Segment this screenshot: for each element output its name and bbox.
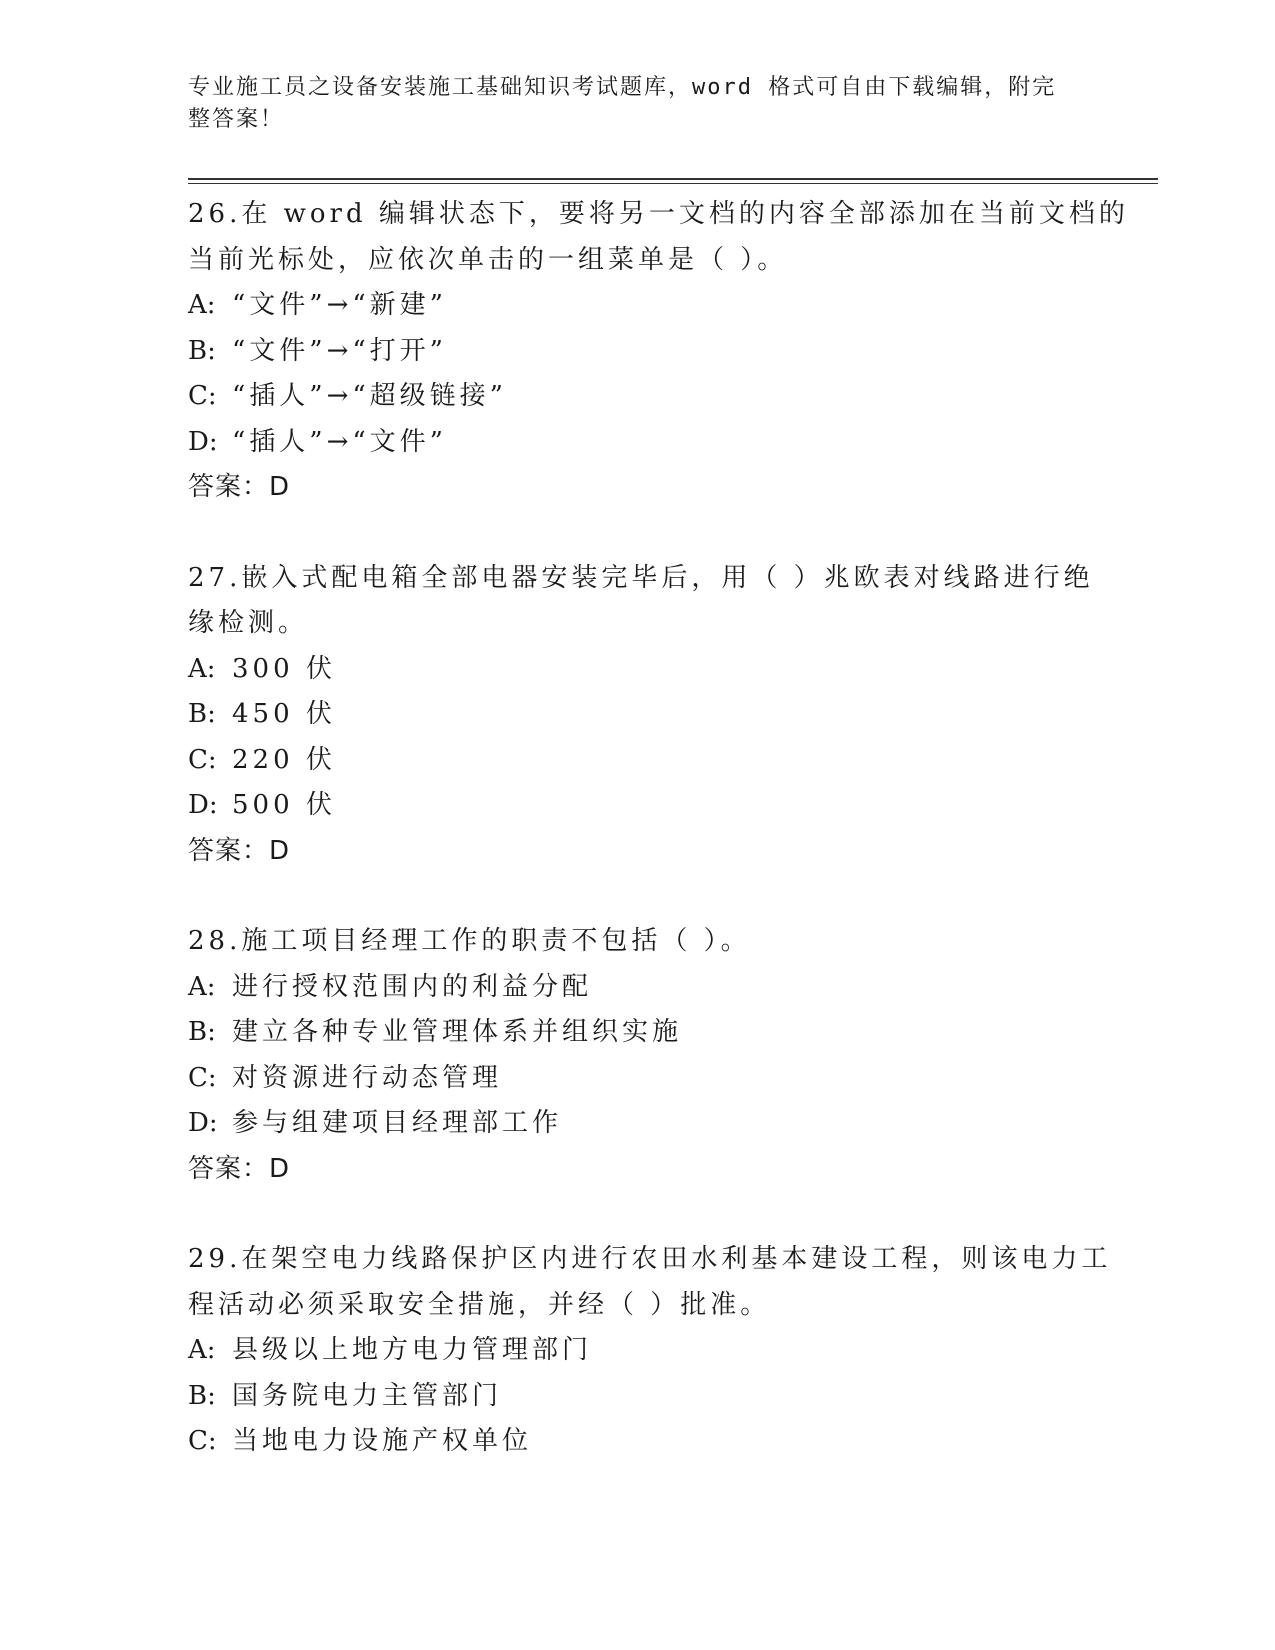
option-text: 国务院电力主管部门 [232, 1380, 503, 1411]
option-b [188, 1374, 1088, 1420]
option-text: “文件”→“打开” [232, 335, 447, 366]
option-b [188, 329, 1088, 375]
option-text: 500 伏 [232, 790, 336, 820]
option-b [188, 1010, 1088, 1056]
option-label: B: [188, 1380, 216, 1411]
option-text: “插人”→“超级链接” [232, 381, 507, 411]
option-label: A: [188, 1335, 216, 1365]
header-line-1: 专业施工员之设备安装施工基础知识考试题库，word 格式可自由下载编辑，附完 [188, 75, 1057, 100]
question-29 [188, 1237, 1112, 1465]
option-text: 220 伏 [232, 744, 336, 775]
option-label: A: [188, 971, 216, 1002]
question-list [188, 192, 1129, 1465]
option-c [188, 1056, 1088, 1102]
option-text: 县级以上地方电力管理部门 [232, 1335, 593, 1365]
option-text: 当地电力设施产权单位 [232, 1426, 533, 1456]
option-label: C: [188, 381, 217, 411]
option-text: “文件”→“新建” [232, 290, 447, 320]
option-label: D: [188, 790, 218, 820]
question-stem-line: 29.在架空电力线路保护区内进行农田水利基本建设工程，则该电力工 [188, 1244, 1112, 1274]
question-stem-line: 当前光标处，应依次单击的一组菜单是（ ）。 [188, 244, 788, 275]
question-stem-line: 26.在 word 编辑状态下，要将另一文档的内容全部添加在当前文档的 [188, 199, 1129, 229]
question-stem-line: 27.嵌入式配电箱全部电器安装完毕后，用（ ）兆欧表对线路进行绝 [188, 562, 1094, 593]
option-c [188, 738, 1088, 784]
option-label: C: [188, 744, 217, 775]
option-label: B: [188, 699, 216, 729]
document-header [188, 72, 1068, 136]
option-label: A: [188, 653, 216, 684]
option-label: C: [188, 1062, 217, 1093]
option-d [188, 783, 1088, 829]
option-b [188, 692, 1088, 738]
option-d [188, 420, 1088, 466]
question-27 [188, 556, 1094, 875]
question-28 [188, 919, 1088, 1192]
option-c [188, 374, 1088, 420]
option-text: 对资源进行动态管理 [232, 1062, 503, 1093]
option-d [188, 1101, 1088, 1147]
option-label: B: [188, 335, 216, 366]
answer-line: 答案：D [188, 835, 291, 866]
option-text: 450 伏 [232, 699, 336, 729]
option-a [188, 965, 1088, 1011]
question-stem-line: 缘检测。 [188, 608, 309, 638]
option-label: C: [188, 1426, 217, 1456]
question-stem-line: 28.施工项目经理工作的职责不包括（ ）。 [188, 926, 751, 956]
answer-line: 答案：D [188, 472, 291, 502]
option-a [188, 647, 1088, 693]
option-label: B: [188, 1017, 216, 1047]
option-label: A: [188, 290, 216, 320]
option-a [188, 283, 1088, 329]
option-label: D: [188, 426, 218, 457]
option-text: “插人”→“文件” [232, 426, 447, 457]
question-26 [188, 192, 1129, 511]
option-text: 进行授权范围内的利益分配 [232, 971, 593, 1002]
option-a [188, 1328, 1088, 1374]
header-divider-thin [188, 183, 1158, 184]
question-stem-line: 程活动必须采取安全措施，并经（ ）批准。 [188, 1289, 771, 1320]
option-text: 300 伏 [232, 653, 336, 684]
option-label: D: [188, 1108, 218, 1138]
header-divider-thick [188, 178, 1158, 180]
option-c [188, 1419, 1088, 1465]
answer-line: 答案：D [188, 1153, 291, 1184]
option-text: 参与组建项目经理部工作 [232, 1108, 563, 1138]
option-text: 建立各种专业管理体系并组织实施 [232, 1017, 683, 1047]
header-line-2: 整答案！ [188, 107, 285, 132]
